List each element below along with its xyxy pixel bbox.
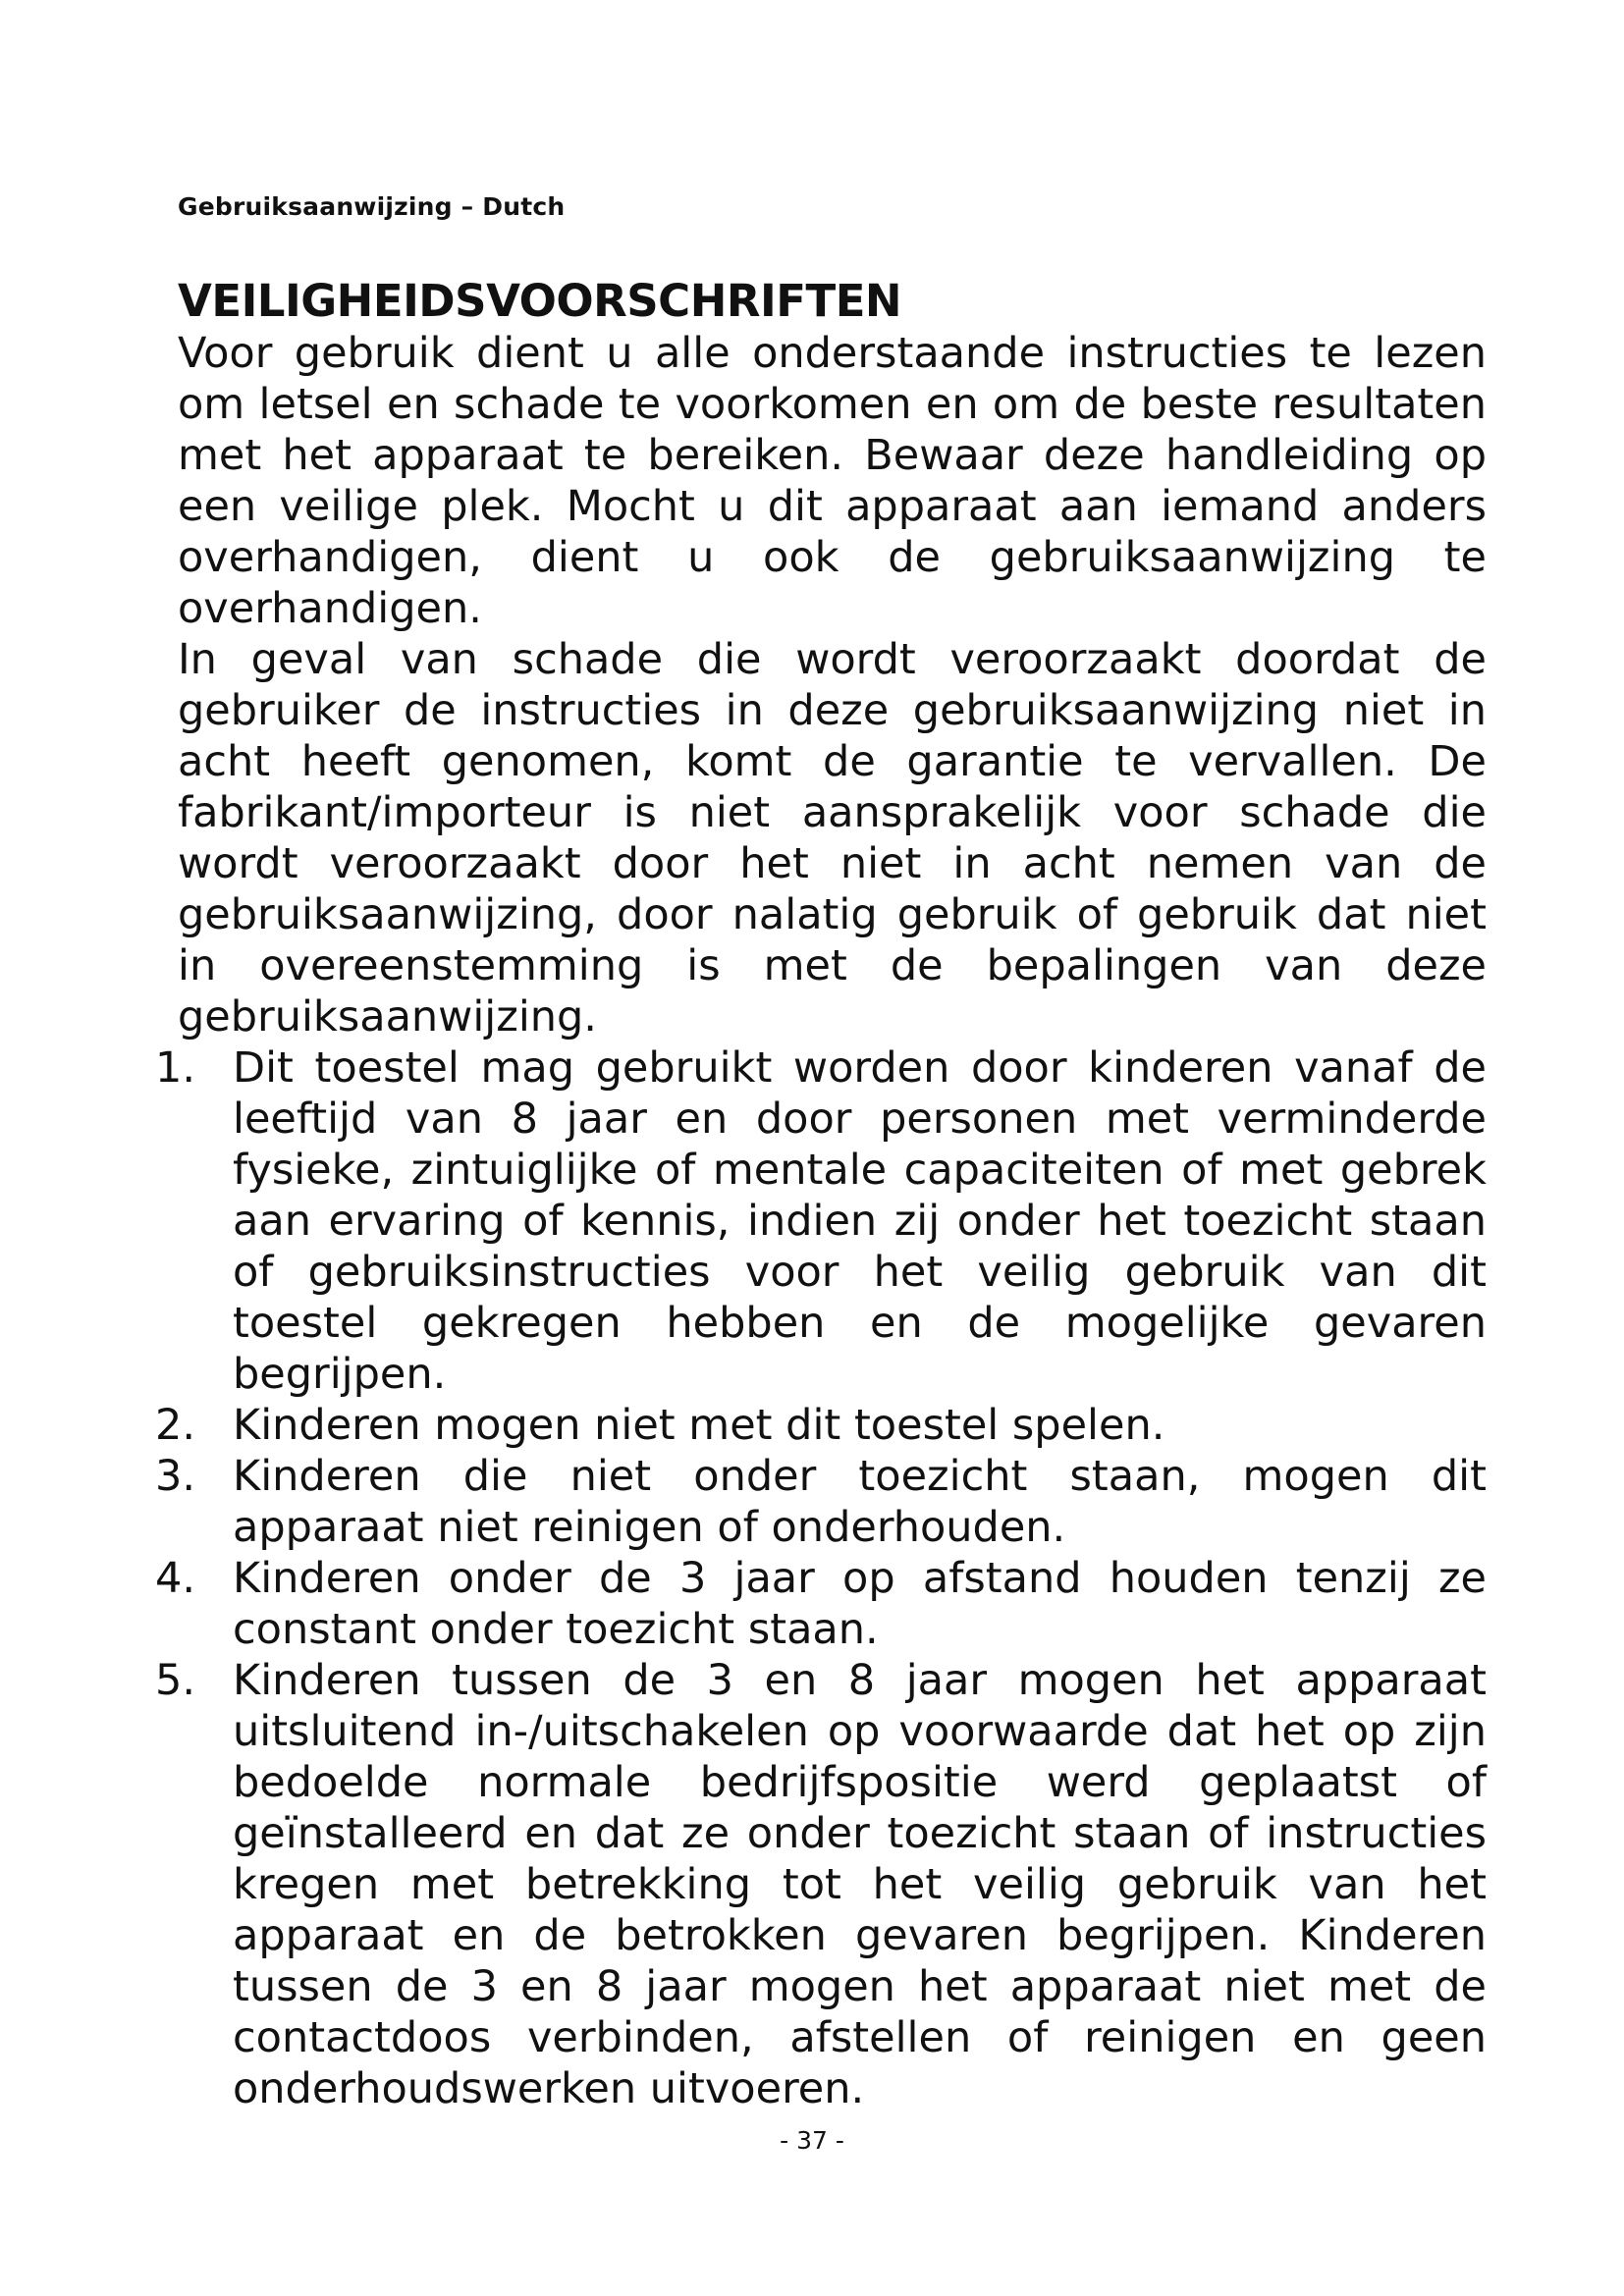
list-item-number: 1. (155, 1043, 196, 1093)
list-item-text: Kinderen mogen niet met dit toestel spelen. (233, 1401, 1165, 1450)
intro-paragraph: Voor gebruik dient u alle onderstaande instructies te lezen om letsel en schade te voorkomen en om de beste resultaten met het apparaat te bereiken. Bewaar deze handleiding op een veilige plek. Mocht u dit apparaat aan iemand anders overhandigen, dient u ook de gebruiksaanwijzing te overhandigen. (178, 329, 1487, 633)
list-item (155, 1553, 1487, 1655)
safety-rules-list (155, 1042, 1487, 2114)
list-item (155, 1042, 1487, 1400)
list-item-text: Dit toestel mag gebruikt worden door kinderen vanaf de leeftijd van 8 jaar en door personen met verminderde fysieke, zintuiglijke of mentale capaciteiten of met gebrek aan ervaring of kennis, indien zij onder het toezicht staan of gebruiksinstructies voor het veilig gebruik van dit toestel gekregen hebben en de mogelijke gevaren begrijpen. (233, 1043, 1487, 1399)
list-item-number: 2. (155, 1401, 196, 1450)
list-item-text: Kinderen tussen de 3 en 8 jaar mogen het apparaat uitsluitend in-/uitschakelen op voorwaarde dat het op zijn bedoelde normale bedrijfspositie werd geplaatst of geïnstalleerd en dat ze onder toezicht staan of instructies kregen met betrekking tot het veilig gebruik van het apparaat en de betrokken gevaren begrijpen. Kinderen tussen de 3 en 8 jaar mogen het apparaat niet met de contactdoos verbinden, afstellen of reinigen en geen onderhoudswerken uitvoeren. (233, 1656, 1487, 2113)
list-item (155, 1400, 1487, 1451)
liability-paragraph: In geval van schade die wordt veroorzaakt doordat de gebruiker de instructies in deze gebruiksaanwijzing niet in acht heeft genomen, komt de garantie te vervallen. De fabrikant/importeur is niet aansprakelijk voor schade die wordt veroorzaakt door het niet in acht nemen van de gebruiksaanwijzing, door nalatig gebruik of gebruik dat niet in overeenstemming is met de bepalingen van deze gebruiksaanwijzing. (178, 635, 1487, 1041)
section-body (155, 328, 1487, 2114)
page-number: - 37 - (780, 2126, 844, 2155)
list-item-text: Kinderen onder de 3 jaar op afstand houden tenzij ze constant onder toezicht staan. (233, 1554, 1487, 1654)
list-item-number: 5. (155, 1656, 196, 1705)
list-item-number: 3. (155, 1452, 196, 1501)
section-title: VEILIGHEIDSVOORSCHRIFTEN (178, 275, 902, 327)
list-item (155, 1451, 1487, 1553)
list-item (155, 1655, 1487, 2114)
running-header: Gebruiksaanwijzing – Dutch (178, 192, 566, 221)
list-item-number: 4. (155, 1554, 196, 1603)
list-item-text: Kinderen die niet onder toezicht staan, mogen dit apparaat niet reinigen of onderhouden. (233, 1452, 1487, 1552)
